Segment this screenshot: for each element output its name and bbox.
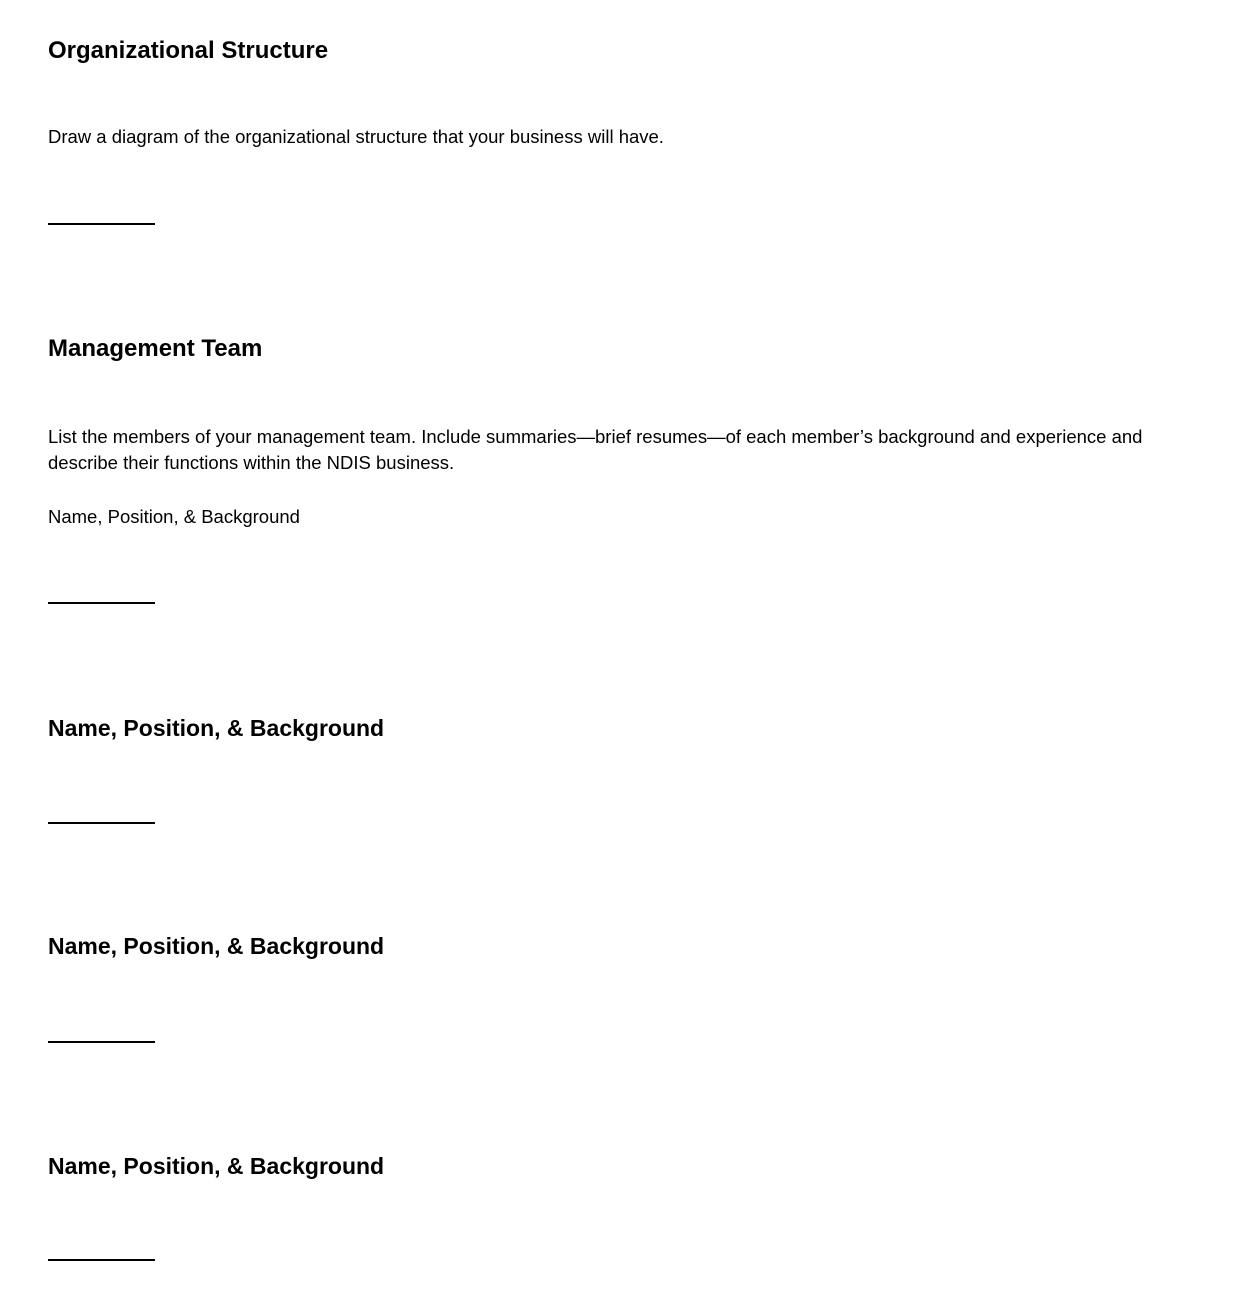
entry-answer-blank[interactable]	[48, 822, 155, 824]
org-structure-answer-blank[interactable]	[48, 223, 155, 225]
management-team-instruction: List the members of your management team. Include summaries—brief resumes—of each member’s background and experience and describe their functions within the NDIS business.	[48, 426, 1143, 473]
entry-heading: Name, Position, & Background	[48, 715, 385, 741]
entry-heading: Name, Position, & Background	[48, 1153, 385, 1179]
org-structure-heading: Organizational Structure	[48, 37, 329, 64]
entry-answer-blank[interactable]	[48, 1041, 155, 1043]
org-structure-instruction: Draw a diagram of the organizational structure that your business will have.	[48, 126, 664, 147]
entry-answer-blank[interactable]	[48, 1259, 155, 1261]
management-team-heading: Management Team	[48, 335, 263, 362]
entry-heading: Name, Position, & Background	[48, 933, 385, 959]
management-first-entry-label: Name, Position, & Background	[48, 506, 300, 527]
management-first-entry-blank[interactable]	[48, 602, 155, 604]
